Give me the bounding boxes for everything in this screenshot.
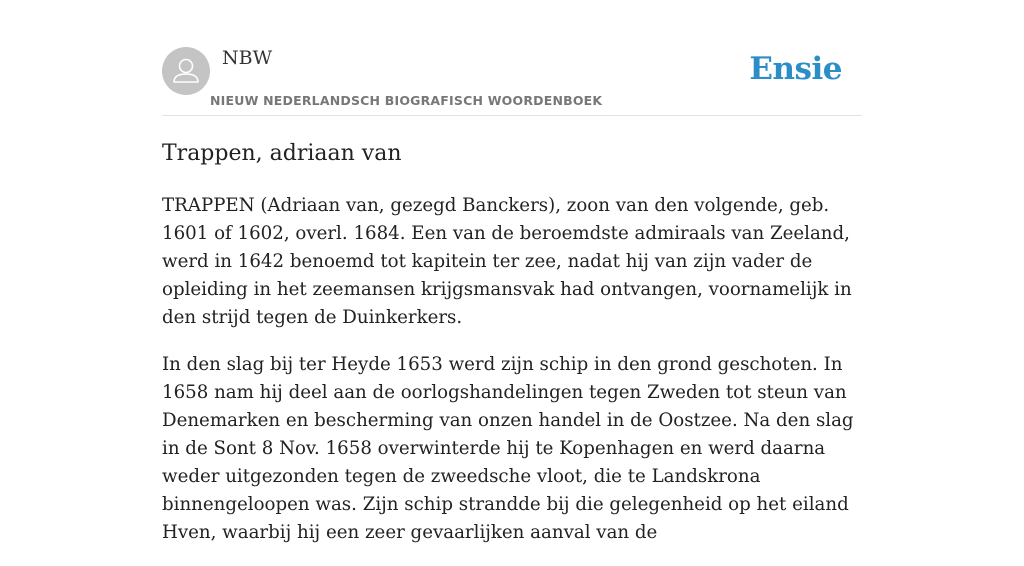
header (162, 0, 862, 116)
article-body (162, 192, 862, 566)
avatar[interactable] (162, 47, 210, 95)
source-name[interactable]: NIEUW NEDERLANDSCH BIOGRAFISCH WOORDENBOEK (210, 93, 603, 108)
site-logo[interactable]: Ensie (749, 51, 842, 87)
paragraph: In den slag bij ter Heyde 1653 werd zijn schip in den grond geschoten. In 1658 nam hij deel aan de oorlogshandelingen tegen Zweden tot steun van Denemarken en bescherming van onzen handel in de Oostzee. Na den slag in de Sont 8 Nov. 1658 overwinterde hij te Kopenhagen en werd daarna weder uitgezonden tegen de zweedsche vloot, die te Landskrona binnengeloopen was. Zijn schip strandde bij die gelegenheid op het eiland Hven, waarbij hij een zeer gevaarlijken aanval van de (162, 354, 854, 543)
user-icon (162, 47, 210, 95)
page-title: Trappen, adriaan van (162, 141, 402, 166)
author-name[interactable]: NBW (222, 47, 273, 69)
paragraph: TRAPPEN (Adriaan van, gezegd Banckers), zoon van den volgende, geb. 1601 of 1602, overl. 1684. Een van de beroemdste admiraals van Zeeland, werd in 1642 benoemd tot kapitein ter zee, nadat hij van zijn vader de opleiding in het zeemansen krijgsmansvak had ontvangen, voornamelijk in den strijd tegen de Duinkerkers. (162, 195, 852, 328)
